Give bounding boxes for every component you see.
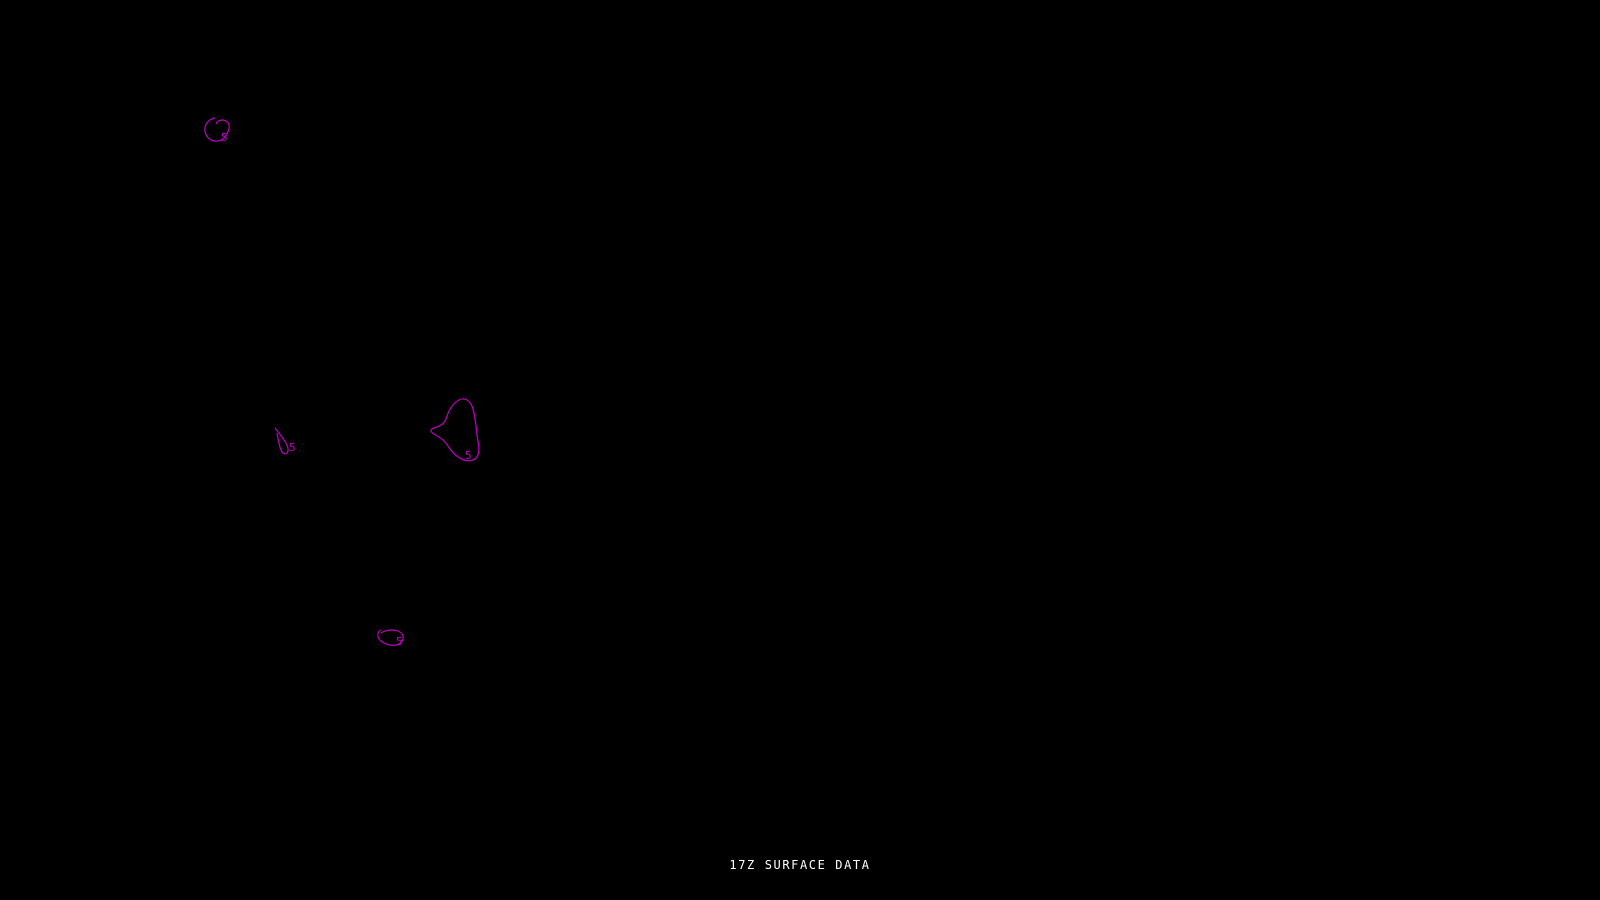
contour-label-s: 5 [396,635,404,648]
contour-label-w: 5 [289,441,297,454]
contour-w [275,428,288,454]
contour-label-nw: 5 [221,131,229,144]
map-caption: 17Z SURFACE DATA [729,858,871,872]
contour-label-central: 5 [465,449,473,462]
